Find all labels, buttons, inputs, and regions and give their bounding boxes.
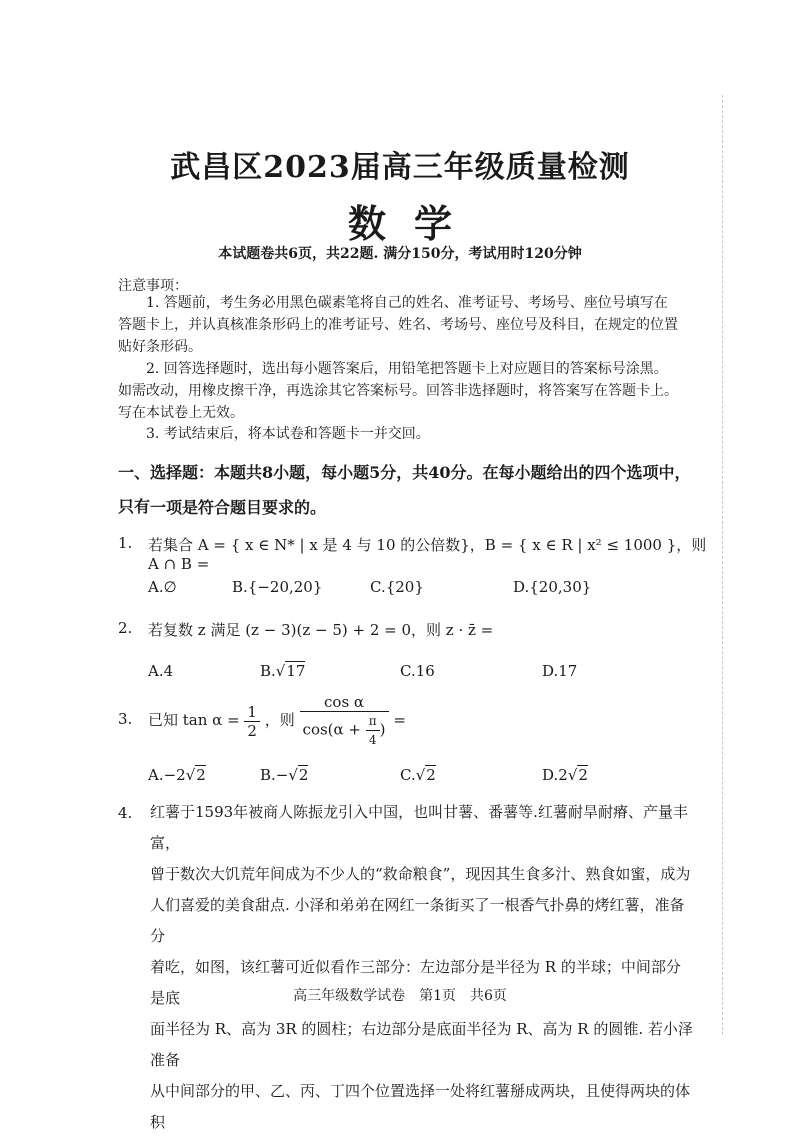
question-4-line: 人们喜爱的美食甜点. 小泽和弟弟在网红一条街买了一根香气扑鼻的烤红薯，准备分	[150, 896, 685, 945]
question-4-line: 曾于数次大饥荒年间成为不少人的“救命粮食”，现因其生食多汁、熟食如蜜，成为	[150, 865, 691, 883]
question-1-number: 1.	[118, 534, 133, 552]
question-4-text	[150, 797, 695, 1138]
question-4-number: 4.	[118, 804, 133, 822]
question-3-stem: 已知 tan α = $\frac{1}{2}$ ，则 cos α cos(α + $\frac{\pi}{4}$ ) =	[148, 693, 406, 747]
notice-item-2: 2. 回答选择题时，选出每小题答案后，用铅笔把答题卡上对应题目的答案标号涂黑。如需改动，用橡皮擦干净，再选涂其它答案标号。回答非选择题时，将答案写在答题卡上。写在本试卷上无效。	[118, 361, 678, 421]
question-2-option-d: D.17	[542, 662, 578, 680]
question-1-stem: 若集合 A = { x ∈ N* | x 是 4 与 10 的公倍数}，B = { x ∈ R | x² ≤ 1000 }，则 A ∩ B =	[148, 536, 707, 573]
question-3-option-a: A.−2√2	[148, 766, 206, 784]
question-2-option-b: B.√17	[260, 662, 306, 680]
question-2-number: 2.	[118, 619, 133, 637]
notice-item-1: 1. 答题前，考生务必用黑色碳素笔将自己的姓名、准考证号、考场号、座位号填写在答题卡上，并认真核准条形码上的准考证号、姓名、考场号、座位号及科目，在规定的位置贴好条形码。	[118, 295, 678, 355]
question-3-option-d: D.2√2	[542, 766, 588, 784]
question-1-option-c: C.{20}	[370, 578, 424, 596]
question-1-option-d: D.{20,30}	[513, 578, 592, 596]
question-3-option-c: C.√2	[400, 766, 436, 784]
section-heading-line-2: 一项是符合题目要求的。	[150, 498, 327, 517]
question-2-option-a: A.4	[148, 662, 174, 680]
question-4-line: 从中间部分的甲、乙、丙、丁四个位置选择一处将红薯掰成两块，且使得两块的体积	[150, 1082, 691, 1131]
fraction-one-half: $\frac{1}{2}$	[244, 703, 260, 740]
question-3-option-b: B.−√2	[260, 766, 309, 784]
question-1-option-a: A.∅	[148, 578, 177, 596]
exam-info: 本试题卷共6页，共22题. 满分150分，考试用时120分钟	[218, 246, 582, 262]
question-1-option-b: B.{−20,20}	[232, 578, 323, 596]
question-2-stem: 若复数 z 满足 (z − 3)(z − 5) + 2 = 0，则 z · z̄ =	[148, 621, 494, 639]
notice-heading: 注意事项：	[118, 278, 188, 294]
question-4-line: 红薯于1593年被商人陈振龙引入中国，也叫甘薯、番薯等.红薯耐旱耐瘠、产量丰富，	[150, 803, 688, 852]
subject-title: 数学	[347, 201, 480, 246]
question-2-option-c: C.16	[400, 662, 435, 680]
section-heading-line-1: 一、选择题：本题共8小题，每小题5分，共40分。在每小题给出的四个选项中，只有	[118, 463, 691, 516]
notice-item-3: 3. 考试结束后，将本试卷和答题卡一并交回。	[146, 426, 430, 442]
page-footer: 高三年级数学试卷 第1页 共6页	[293, 988, 507, 1004]
fraction-cos-ratio: cos α cos(α + $\frac{\pi}{4}$ )	[300, 693, 389, 749]
question-4-line: 面半径为 R、高为 3R 的圆柱；右边部分是底面半径为 R、高为 R 的圆锥. 若小泽准备	[150, 1020, 693, 1069]
exam-title: 武昌区2023届高三年级质量检测	[170, 150, 630, 185]
question-3-number: 3.	[118, 710, 133, 728]
question-4-line: 着吃，如图，该红薯可近似看作三部分：左边部分是半径为 R 的半球；中间部分是底	[150, 958, 681, 1007]
